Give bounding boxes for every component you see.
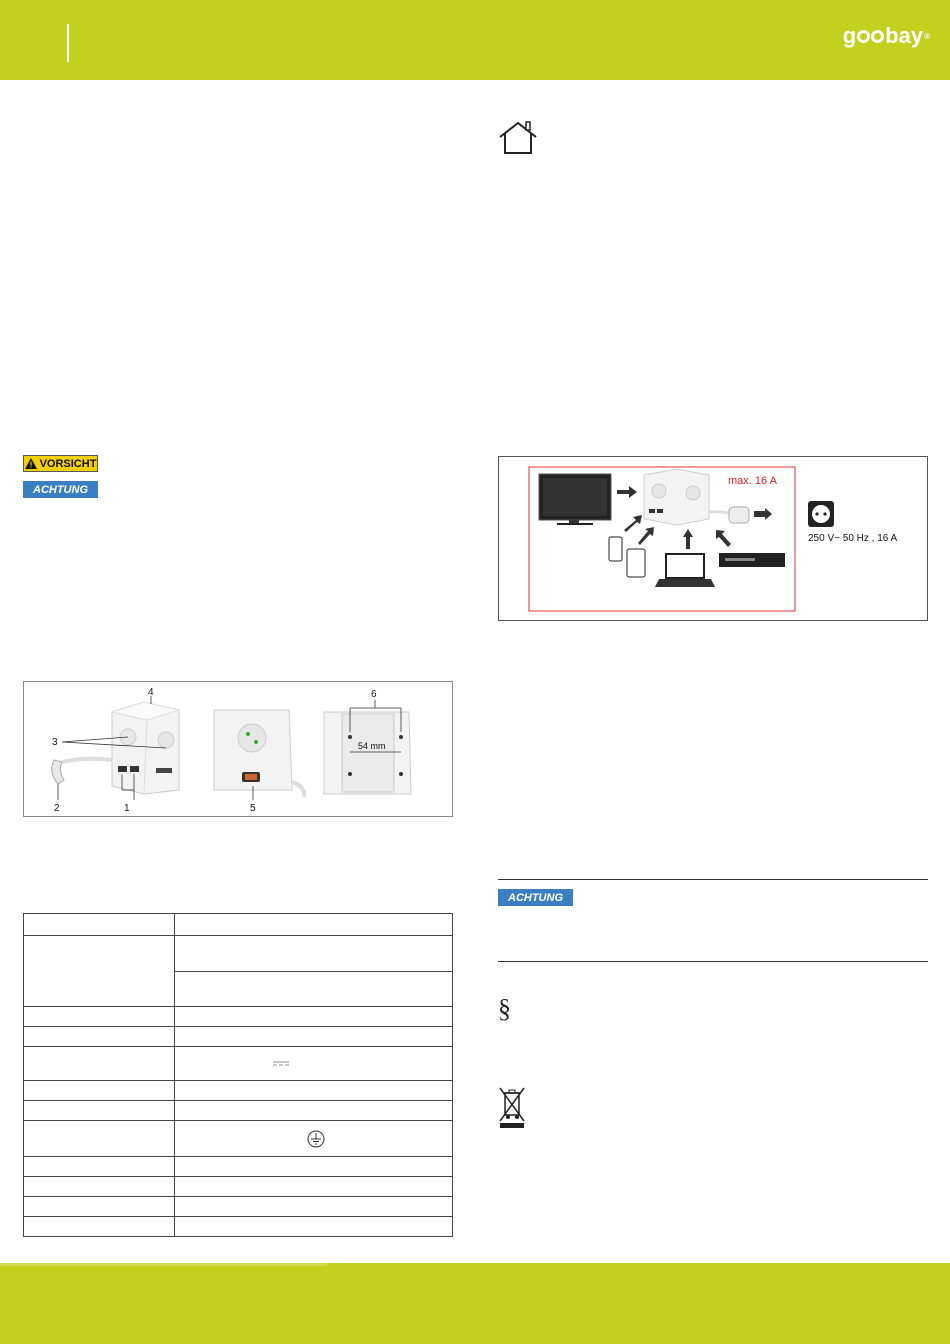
callout-1: 1 <box>124 803 130 814</box>
specification-table <box>23 913 453 1237</box>
table-row <box>24 1197 453 1217</box>
table-row <box>24 1217 453 1237</box>
callout-3: 3 <box>52 737 58 748</box>
page-header <box>0 0 950 80</box>
page-footer <box>0 1263 950 1344</box>
dimension-label: 54 mm <box>358 741 386 751</box>
voltage-spec-label: 250 V~ 50 Hz , 16 A <box>808 533 898 544</box>
product-illustration <box>24 682 454 818</box>
vorsicht-badge <box>23 455 98 472</box>
footer-accent <box>0 1263 327 1266</box>
weee-bin-icon <box>498 1085 526 1129</box>
dc-symbol-icon <box>273 1061 289 1067</box>
logo-registered-mark: ® <box>924 31 930 41</box>
table-row <box>24 914 453 936</box>
callout-2: 2 <box>54 803 60 814</box>
section-divider <box>498 879 928 880</box>
vorsicht-label: VORSICHT <box>39 457 97 470</box>
logo-text-post: bay <box>885 23 924 48</box>
goobay-logo <box>843 22 930 50</box>
house-icon <box>498 120 538 156</box>
callout-5: 5 <box>250 803 256 814</box>
table-row <box>24 1027 453 1047</box>
table-row <box>24 1007 453 1027</box>
ground-symbol-icon <box>307 1130 325 1148</box>
table-row <box>24 1101 453 1121</box>
section-divider <box>498 961 928 962</box>
header-divider <box>67 24 69 62</box>
table-row <box>24 1177 453 1197</box>
logo-text-pre: g <box>842 23 857 48</box>
achtung-label: ACHTUNG <box>33 483 88 496</box>
table-row <box>24 1121 453 1157</box>
max-current-label: max. 16 A <box>728 475 777 487</box>
achtung-label-2: ACHTUNG <box>508 891 563 904</box>
achtung-badge <box>23 481 98 498</box>
table-row <box>24 936 453 972</box>
logo-oo-mark <box>857 30 884 43</box>
achtung-badge-2 <box>498 889 573 906</box>
table-row <box>24 1157 453 1177</box>
paragraph-icon: § <box>498 994 511 1023</box>
table-row <box>24 1081 453 1101</box>
usage-diagram-figure <box>498 456 928 621</box>
table-row <box>24 1047 453 1081</box>
callout-4: 4 <box>148 687 154 698</box>
callout-6: 6 <box>371 689 377 700</box>
warning-triangle-icon <box>25 458 37 469</box>
product-overview-figure <box>23 681 453 817</box>
